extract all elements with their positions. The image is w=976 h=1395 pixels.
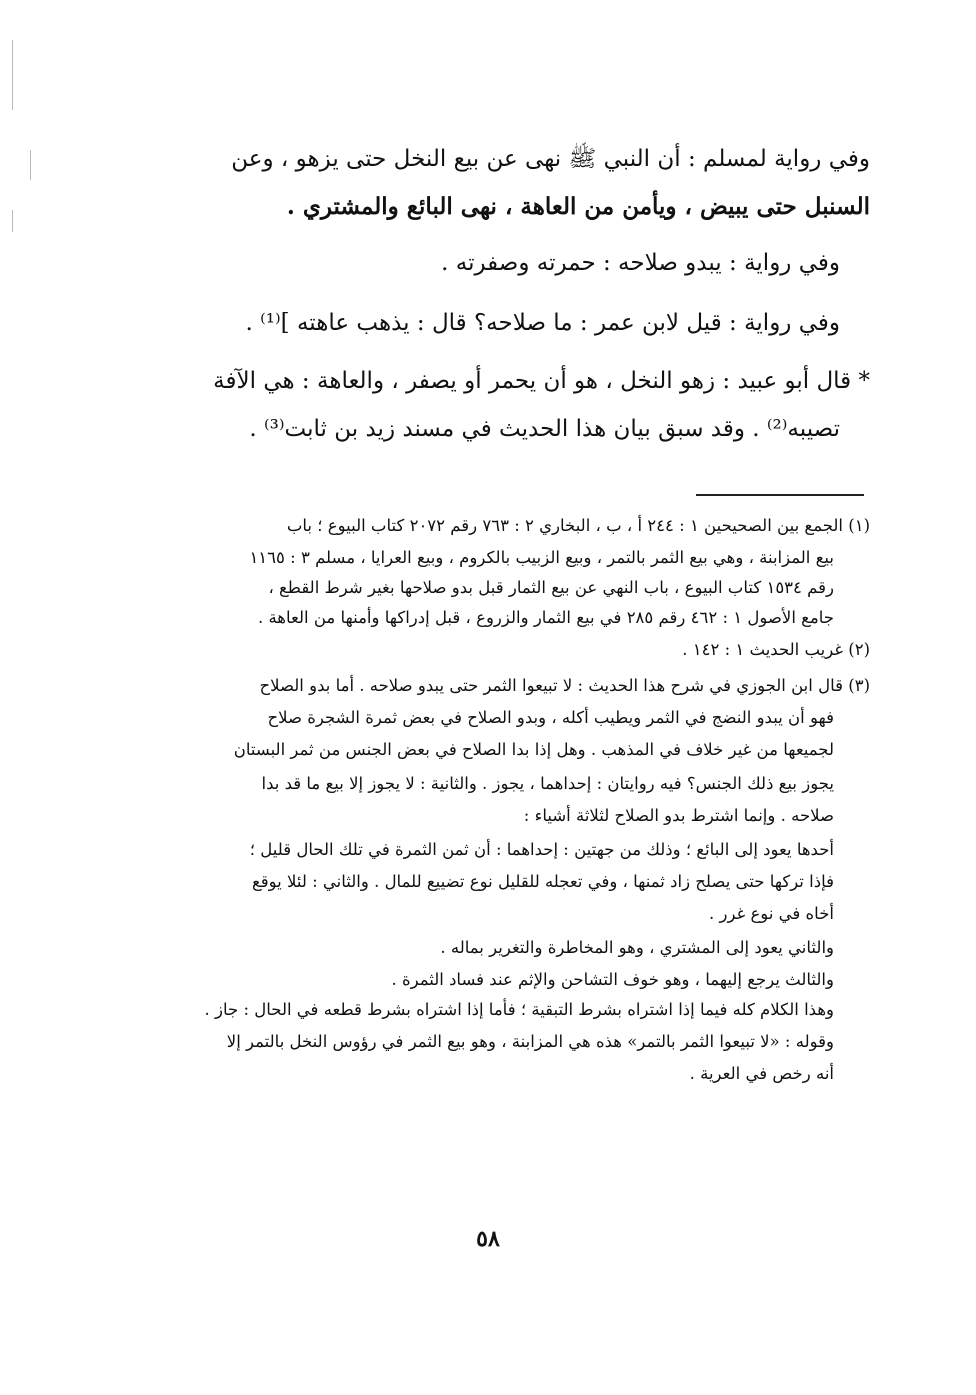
footnote-line-3: رقم ١٥٣٤ كتاب البيوع ، باب النهي عن بيع الثمار قبل بدو صلاحها بغير شرط القطع ،: [268, 578, 834, 597]
footnote-line-9: يجوز بيع ذلك الجنس؟ فيه روايتان : إحداهما ، يجوز . والثانية : لا يجوز إلا بيع ما قد بدا: [261, 774, 834, 793]
footnote-line-7: فهو أن يبدو النضج في الثمر ويطيب أكله ، وبدو الصلاح في بعض ثمرة الشجرة صلاح: [267, 708, 834, 727]
scan-mark: [12, 40, 13, 110]
footnote-line-10: صلاحه . وإنما اشترط بدو الصلاح لثلاثة أشياء :: [523, 806, 834, 825]
footnote-line-2: بيع المزابنة ، وهي بيع الثمر بالتمر ، وبيع الزبيب بالكروم ، وبيع العرايا ، مسلم ٣ : ١١٦٥: [249, 548, 834, 567]
footnote-line-14: والثاني يعود إلى المشتري ، وهو المخاطرة والتغرير بماله .: [440, 938, 834, 957]
main-line-2: السنبل حتى يبيض ، ويأمن من العاهة ، نهى البائع والمشتري .: [286, 193, 870, 220]
footnote-line-17: وقوله : «لا تبيعوا الثمر بالتمر» هذه هي المزابنة ، وهو بيع الثمر في رؤوس النخل بالتمر إلا: [226, 1032, 834, 1051]
footnote-line-15: والثالث يرجع إليهما ، وهو خوف التشاحن والإثم عند فساد الثمرة .: [391, 970, 834, 989]
main-line-1: وفي رواية لمسلم : أن النبي ﷺ نهى عن بيع النخل حتى يزهو ، وعن: [231, 146, 870, 172]
footnote-line-4: جامع الأصول ١ : ٤٦٢ رقم ٢٨٥ في بيع الثمار والزروع ، قبل إدراكها وأمنها من العاهة .: [257, 608, 834, 627]
main-line-6: تصيبه⁽²⁾ . وقد سبق بيان هذا الحديث في مسند زيد بن ثابت⁽³⁾ .: [249, 416, 840, 442]
footnote-line-12: فإذا تركها حتى يصلح زاد ثمنها ، وفي تعجله للقليل نوع تضييع للمال . والثاني : لئلا يوقع: [251, 872, 834, 891]
footnote-line-5: (٢) غريب الحديث ١ : ١٤٢ .: [682, 640, 870, 659]
scan-mark: [30, 150, 31, 180]
main-line-5: * قال أبو عبيد : زهو النخل ، هو أن يحمر أو يصفر ، والعاهة : هي الآفة: [213, 368, 870, 394]
main-text: [150, 140, 870, 460]
footnote-line-8: لجميعها من غير خلاف في المذهب . وهل إذا بدا الصلاح في بعض الجنس من ثمر البستان: [233, 740, 834, 759]
main-line-4: وفي رواية : قيل لابن عمر : ما صلاحه؟ قال : يذهب عاهته ]⁽¹⁾ .: [245, 310, 840, 336]
footnote-line-18: أنه رخص في العرية .: [689, 1064, 834, 1083]
footnotes: [150, 508, 870, 1178]
page-number: ٥٨: [476, 1226, 500, 1252]
footnote-line-1: (١) الجمع بين الصحيحين ١ : ٢٤٤ أ ، ب ، البخاري ٢ : ٧٦٣ رقم ٢٠٧٢ كتاب البيوع ؛ باب: [286, 516, 870, 535]
footnote-line-16: وهذا الكلام كله فيما إذا اشتراه بشرط التبقية ؛ فأما إذا اشتراه بشرط قطعه في الحال : جاز .: [204, 1000, 834, 1019]
footnote-divider: [696, 494, 864, 496]
scan-mark: [12, 210, 13, 232]
footnote-line-13: أخاه في نوع غرر .: [709, 904, 834, 923]
main-line-3: وفي رواية : يبدو صلاحه : حمرته وصفرته .: [441, 250, 840, 276]
footnote-line-11: أحدها يعود إلى البائع ؛ وذلك من جهتين : إحداهما : أن ثمن الثمرة في تلك الحال قليل ؛: [249, 840, 834, 859]
footnote-line-6: (٣) قال ابن الجوزي في شرح هذا الحديث : لا تبيعوا الثمر حتى يبدو صلاحه . أما بدو الصلاح: [259, 676, 870, 695]
